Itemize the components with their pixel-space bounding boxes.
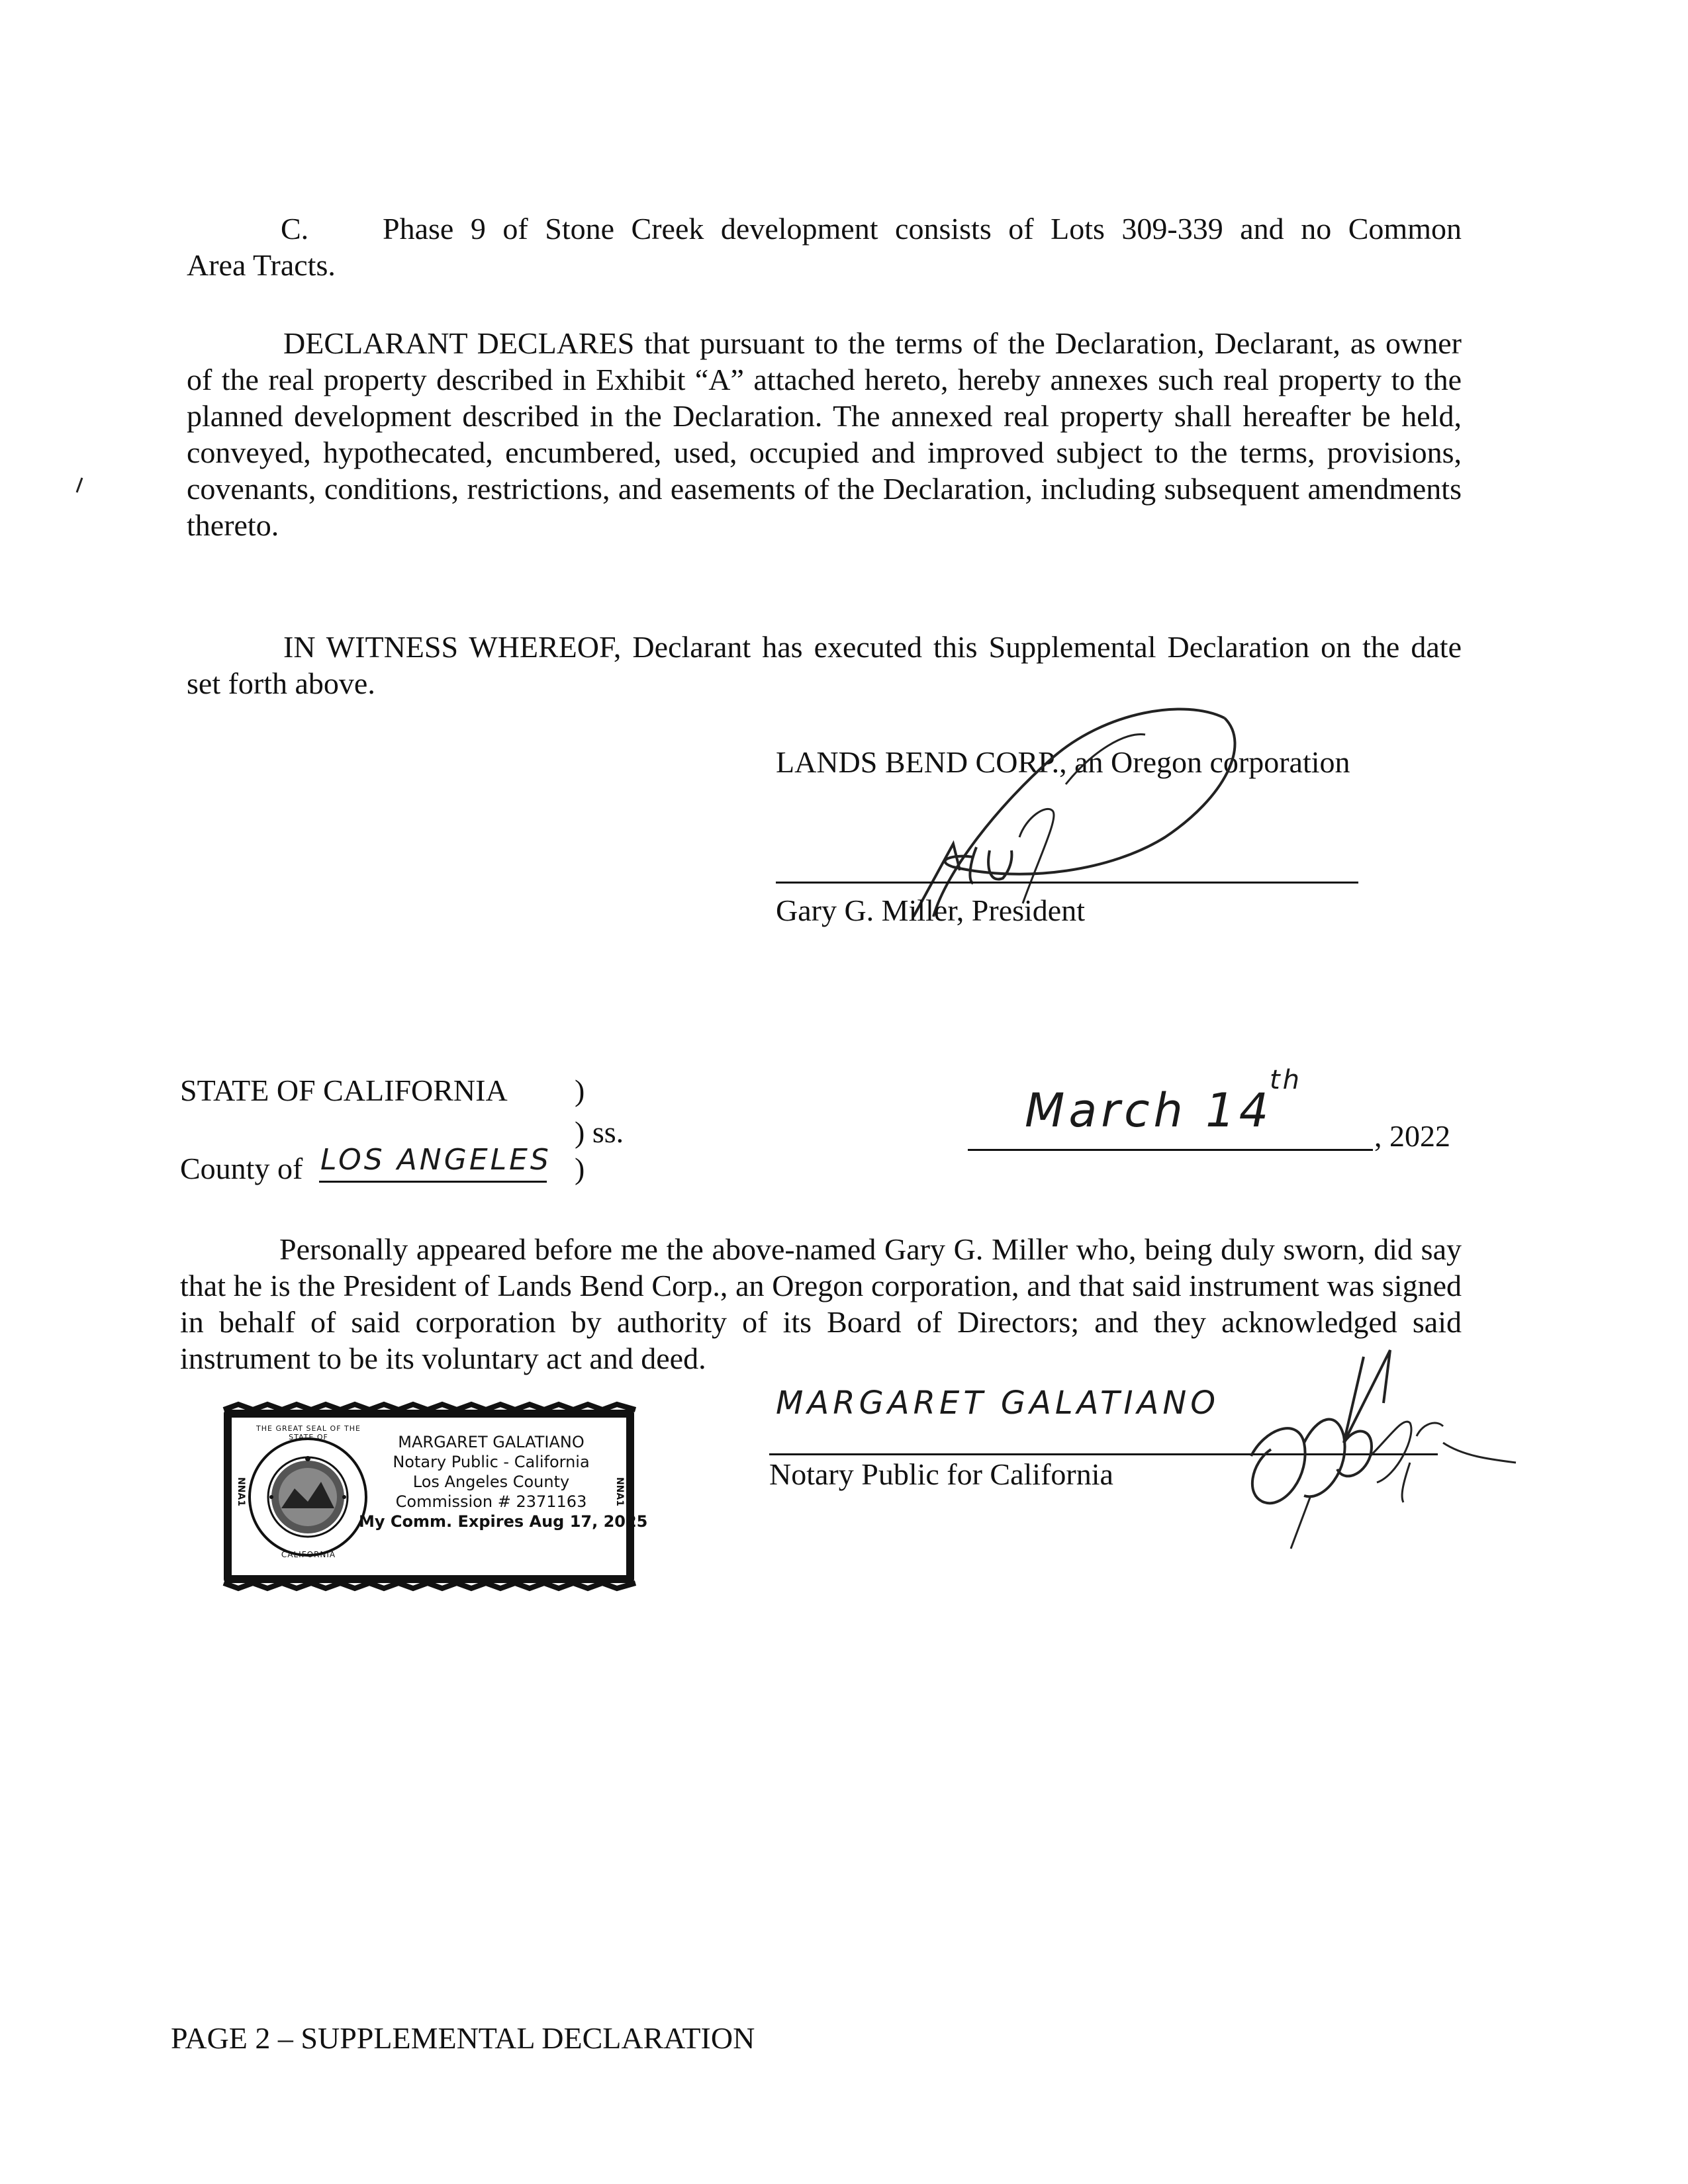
notary-seal: [224, 1410, 648, 1583]
venue-paren-top: ): [575, 1073, 585, 1107]
signer-name: Gary G. Miller, President: [776, 893, 1086, 927]
seal-commission: Commission # 2371163: [395, 1492, 587, 1511]
county-line: [319, 1181, 547, 1183]
paragraph-c-line1: Phase 9 of Stone Creek development consists of Lots 309-339 and no Common: [383, 212, 1462, 246]
county-handwritten: LOS ANGELES: [320, 1143, 551, 1177]
notary-printed-name: MARGARET GALATIANO: [776, 1385, 1220, 1422]
paragraph-c-line2: Area Tracts.: [187, 248, 336, 282]
notary-title: Notary Public for California: [769, 1457, 1113, 1491]
seal-ring-top: THE GREAT SEAL OF THE STATE OF: [256, 1424, 361, 1441]
great-seal-emblem: [245, 1426, 371, 1571]
paragraph-c-marker: C.: [281, 212, 309, 246]
notary-signature: [1225, 1343, 1542, 1562]
date-superscript: th: [1270, 1065, 1303, 1095]
venue-paren-bottom: ): [575, 1152, 585, 1185]
acknowledgment-paragraph: Personally appeared before me the above-named Gary G. Miller who, being duly sworn, did say that he is the President of Lands Bend Corp., an Oregon corporation, and that said instrument was signed in behalf of said corporation by authority of its Board of Directors; and they acknowledged said instrument to be its voluntary act and deed.: [180, 1232, 1462, 1375]
seal-side-code-left: NNA1: [236, 1477, 247, 1507]
county-prefix: County of: [180, 1152, 303, 1185]
seal-title: Notary Public - California: [393, 1453, 590, 1471]
seal-county: Los Angeles County: [412, 1473, 570, 1491]
date-handwritten: March 14: [1025, 1083, 1273, 1138]
declarant-paragraph: DECLARANT DECLARES that pursuant to the terms of the Declaration, Declarant, as owner of the real property described in Exhibit “A” attached hereto, hereby annexes such real property to the planned development described in the Declaration. The annexed real property shall hereafter be held, conveyed, hypothecated, encumbered, used, occupied and improved subject to the terms, provisions, covenants, conditions, restrictions, and easements of the Declaration, including subsequent amendments thereto.: [187, 326, 1462, 542]
page-footer: PAGE 2 – SUPPLEMENTAL DECLARATION: [171, 2021, 755, 2055]
company-name: LANDS BEND CORP., an Oregon corporation: [776, 745, 1350, 779]
seal-name: MARGARET GALATIANO: [398, 1433, 585, 1451]
state-label: STATE OF CALIFORNIA: [180, 1073, 508, 1107]
seal-expiration: My Comm. Expires Aug 17, 2025: [359, 1512, 648, 1531]
date-year: , 2022: [1374, 1119, 1450, 1153]
witness-paragraph: IN WITNESS WHEREOF, Declarant has executed this Supplemental Declaration on the date set forth above.: [187, 630, 1462, 700]
president-signature-line: [776, 882, 1358, 884]
margin-mark: [73, 475, 86, 495]
date-line: [968, 1149, 1373, 1151]
seal-side-code-right: NNA1: [614, 1477, 626, 1507]
seal-ring-bottom: CALIFORNIA: [281, 1550, 336, 1559]
venue-ss: ) ss.: [575, 1115, 624, 1149]
